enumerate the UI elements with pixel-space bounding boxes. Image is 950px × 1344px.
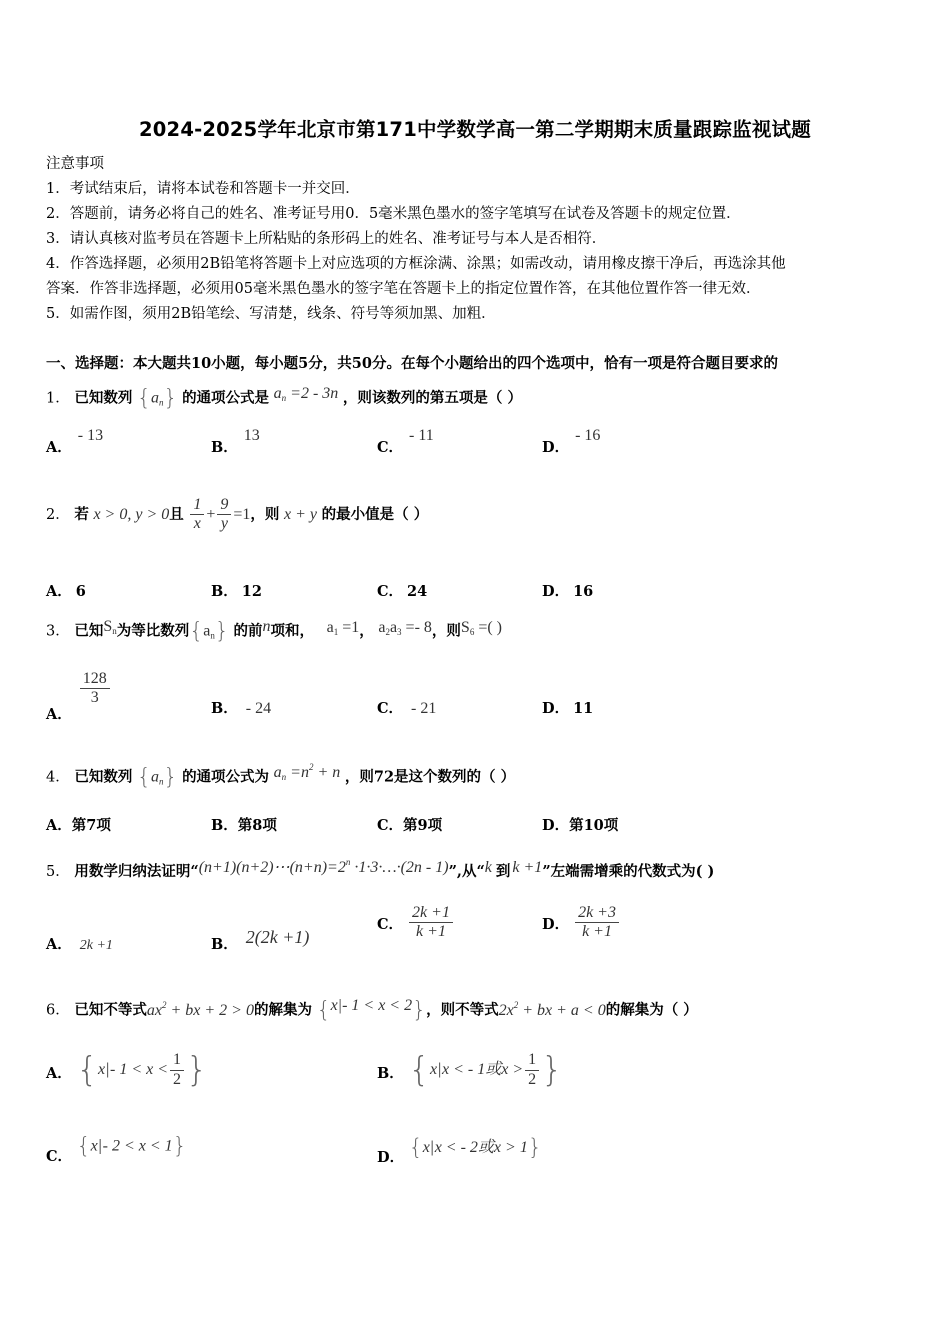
option-value: - 24 [245, 700, 272, 717]
q3-text-5: ， [359, 622, 374, 640]
den: 2 [173, 1070, 182, 1088]
q3-a1 [327, 619, 360, 636]
set-var: x [422, 1139, 430, 1156]
option-value: 2(2k +1) [245, 927, 310, 947]
q5-formula [199, 859, 449, 876]
sup: 2 [513, 999, 519, 1010]
right-brace: } [527, 1135, 542, 1161]
q3-option-c[interactable] [377, 697, 436, 718]
bar: | [429, 1140, 435, 1156]
question-3 [46, 619, 502, 644]
q1-formula: $a_n =2 - 3n$ [273, 384, 339, 403]
q2-text-4: 的最小值是（ ） [321, 505, 429, 523]
q2-option-b[interactable] [211, 580, 262, 601]
option-label: B． [211, 439, 238, 456]
eq: =- 8 [405, 618, 432, 636]
q2-text-1: 若 [74, 505, 89, 523]
note-item-2: 2．答题前，请务必将自己的姓名、准考证号用0．5毫米黑色墨水的签字笔填写在试卷及答题卡的规定位置． [46, 206, 741, 222]
num: 1 [190, 496, 204, 515]
set-cond: x < - 1或x > [442, 1061, 524, 1078]
q2-option-d[interactable] [542, 580, 593, 601]
q1-text-2: 的通项公式是 [182, 389, 270, 407]
question-2 [46, 496, 428, 534]
q3-option-a[interactable] [46, 670, 112, 723]
set-var: x [98, 1061, 106, 1078]
option-value: - 16 [575, 427, 601, 444]
option-label: D． [542, 583, 570, 600]
question-5 [46, 857, 715, 881]
option-label: D． [542, 915, 570, 933]
left-brace: { [408, 1050, 431, 1090]
S: S [460, 618, 470, 636]
option-label: B． [211, 583, 238, 600]
q4-number: 4． [46, 769, 70, 786]
option-label: B． [211, 817, 238, 834]
q6-text-4: 的解集为（ ） [605, 1001, 698, 1019]
q5-opt-c-frac [409, 904, 453, 942]
a1: a [326, 618, 334, 636]
q3-opt-a-frac [80, 670, 110, 708]
eq: =1 [342, 618, 360, 636]
option-label: A． [46, 936, 72, 953]
option-value: 2k +1 [79, 938, 113, 953]
S: S [103, 617, 113, 635]
q5-text-4: ”左端需增乘的代数式为( ) [542, 863, 715, 880]
sub: n [210, 630, 215, 641]
option-label: B． [377, 1065, 404, 1082]
q3-a2a3 [378, 619, 432, 636]
right-brace: } [412, 998, 427, 1023]
q3-text-1: 已知 [74, 622, 104, 640]
note-item-4: 4．作答选择题，必须用2B铅笔将答题卡上对应选项的方框涂满、涂黑；如需改动，请用橡皮擦干净后，再选涂其他 [46, 256, 786, 272]
set-var: x [90, 1137, 98, 1155]
q5-k1: k +1 [512, 859, 543, 876]
notes-heading: 注意事项 [46, 156, 104, 172]
option-label: C． [377, 700, 404, 717]
option-label: D． [542, 817, 570, 834]
option-label: A． [46, 817, 72, 834]
q4-text-2: 的通项公式为 [182, 768, 270, 786]
q1-option-b[interactable] [211, 427, 260, 457]
num: 128 [80, 670, 110, 689]
left-brace: { [76, 1050, 99, 1090]
sup: 2 [161, 999, 167, 1010]
option-value: 16 [573, 583, 594, 600]
option-label: B． [211, 936, 238, 953]
q3-S6 [461, 619, 502, 636]
q3-option-d[interactable] [542, 697, 593, 718]
q1-seq-sub: n [158, 397, 164, 408]
option-value: 第8项 [237, 817, 277, 834]
q6-ineq-1 [146, 999, 254, 1019]
q4-option-a[interactable] [46, 814, 111, 835]
q4-option-d[interactable] [542, 814, 618, 835]
q4-text-3: ，则72是这个数列的（ ） [344, 768, 516, 786]
q5-option-b[interactable] [211, 927, 310, 954]
q6-text-1: 已知不等式 [74, 1001, 147, 1019]
q5-text-1: 用数学归纳法证明“ [74, 863, 199, 880]
question-4 [46, 761, 516, 790]
fb: ·1·3·…·(2n - 1) [350, 859, 449, 876]
left-brace: { [189, 619, 204, 644]
num: 2k +1 [409, 904, 453, 923]
q6-text-3: ，则不等式 [426, 1001, 499, 1019]
i2b: + bx + a < 0 [518, 1001, 606, 1019]
q6-option-c[interactable] [46, 1134, 187, 1165]
sub: 6 [469, 626, 475, 637]
q2-condition: x > 0, y > 0 [93, 505, 170, 523]
fb: + n [313, 763, 341, 781]
bar: | [97, 1138, 103, 1155]
option-value: - 21 [411, 700, 437, 717]
option-value: 13 [243, 427, 260, 444]
option-value: 12 [241, 583, 262, 600]
sub: 2 [385, 626, 390, 637]
q6-option-d[interactable] [377, 1134, 542, 1166]
q6-number: 6． [46, 1002, 70, 1019]
left-brace: { [408, 1135, 423, 1161]
note-item-3: 3．请认真核对监考员在答题卡上所粘贴的条形码上的姓名、准考证号与本人是否相符． [46, 231, 607, 247]
q6-ineq-2 [498, 999, 606, 1019]
num: 1 [525, 1051, 539, 1070]
set-cond: - 2 < x < 1 [102, 1137, 173, 1155]
q1-text-3: ，则该数列的第五项是（ ） [342, 389, 522, 407]
frac [525, 1051, 539, 1089]
a3: a [389, 618, 398, 636]
q6-set-1: x|- 1 < x < 2 [330, 996, 413, 1014]
q2-frac-1 [190, 496, 204, 534]
q3-text-4: 项和， [270, 622, 314, 640]
q1-seq: a [150, 389, 159, 407]
fa: (n+1)(n+2)⋯(n+n)=2 [198, 859, 346, 876]
den: 3 [90, 689, 99, 707]
option-label: D． [542, 700, 570, 717]
q6-option-b[interactable] [377, 1050, 563, 1090]
q3-option-b[interactable] [211, 697, 271, 718]
set-cond: x < - 2或x > 1 [434, 1139, 528, 1156]
left-brace: { [76, 1134, 91, 1159]
option-value: - 11 [409, 427, 434, 444]
i1: ax [146, 1001, 162, 1019]
q6-option-a[interactable] [46, 1050, 208, 1090]
option-label: B． [211, 700, 238, 717]
q2-frac-2 [217, 496, 231, 534]
option-label: C． [377, 439, 404, 456]
i2: 2x [498, 1001, 514, 1019]
q5-text-3: 到 [495, 863, 511, 880]
q4-seq: a [150, 768, 159, 786]
q2-text-2: 且 [169, 505, 184, 523]
num: 1 [170, 1051, 184, 1070]
q3-Sn [103, 618, 116, 635]
q2-number: 2． [46, 506, 70, 523]
q3-a: a [203, 622, 211, 640]
den: 2 [528, 1070, 537, 1088]
option-value: 24 [407, 583, 428, 600]
fa: =n [290, 763, 309, 781]
q2-text-3: ，则 [250, 505, 280, 523]
q5-opt-d-frac [575, 904, 619, 942]
option-value: 11 [573, 700, 594, 717]
plus: + [206, 505, 216, 523]
sub: 1 [333, 626, 339, 637]
a2: a [378, 618, 386, 636]
left-brace: { [136, 765, 151, 790]
option-label: A． [46, 439, 72, 456]
bar: | [105, 1062, 111, 1078]
note-item-1: 1．考试结束后，请将本试卷和答题卡一并交回． [46, 181, 360, 197]
option-value: 第7项 [71, 817, 111, 834]
q2-option-c[interactable] [377, 580, 427, 601]
right-brace: } [214, 619, 229, 644]
option-label: D． [377, 1149, 405, 1166]
set-var: x [430, 1061, 438, 1078]
q6-text-2: 的解集为 [253, 1001, 312, 1019]
den: x [193, 515, 201, 533]
q1-option-c[interactable] [377, 427, 434, 457]
q2-option-a[interactable] [46, 580, 86, 601]
q1-text-1: 已知数列 [74, 389, 133, 407]
option-label: C． [377, 915, 404, 933]
q4-option-c[interactable] [377, 814, 442, 835]
q4-option-b[interactable] [211, 814, 277, 835]
q2-eq: =1 [233, 505, 251, 523]
section-heading: 一、选择题：本大题共10小题，每小题5分，共50分。在每个小题给出的四个选项中，恰有一项是符合题目要求的 [46, 355, 778, 372]
sub: 3 [397, 626, 402, 637]
q3-text-2: 为等比数列 [116, 622, 190, 640]
option-label: C． [46, 1147, 73, 1165]
question-6 [46, 998, 698, 1023]
left-brace: { [136, 386, 151, 411]
right-brace: } [186, 1050, 208, 1090]
den: k +1 [582, 923, 612, 941]
den: y [220, 515, 228, 533]
option-label: A． [46, 705, 72, 723]
page-title: 2024-2025学年北京市第171中学数学高一第二学期期末质量跟踪监视试题 [139, 118, 811, 141]
q5-k: k [484, 859, 492, 876]
q2-expr: x + y [284, 505, 318, 523]
sub: n [158, 776, 164, 787]
q3-text-6: ，则 [431, 622, 461, 640]
q5-option-c[interactable] [377, 904, 455, 942]
q1-option-d[interactable] [542, 427, 601, 457]
sup: 2 [308, 761, 314, 772]
q5-number: 5． [46, 864, 70, 880]
num: 2k +3 [575, 904, 619, 923]
question-1 [46, 386, 522, 411]
q3-number: 3． [46, 623, 70, 640]
q1-option-a[interactable] [46, 427, 104, 457]
option-value: 第10项 [569, 817, 619, 834]
frac [170, 1051, 184, 1089]
set-cond: - 1 < x < [110, 1061, 169, 1078]
left-brace: { [316, 998, 331, 1023]
q5-text-2: ”,从“ [448, 863, 485, 880]
eq: =( ) [478, 618, 502, 636]
option-value: 6 [75, 583, 86, 600]
option-label: D． [542, 439, 570, 456]
right-brace: } [163, 386, 178, 411]
option-label: A． [46, 583, 72, 600]
q3-text-3: 的前 [233, 622, 263, 640]
q4-text-1: 已知数列 [74, 768, 133, 786]
option-label: C． [377, 817, 404, 834]
option-label: C． [377, 583, 404, 600]
right-brace: } [163, 765, 178, 790]
note-item-5: 5．如需作图，须用2B铅笔绘、写清楚，线条、符号等须加黑、加粗． [46, 306, 496, 322]
note-item-4-cont: 答案．作答非选择题，必须用05毫米黑色墨水的签字笔在答题卡上的指定位置作答，在其他位置作答一律无效． [46, 281, 761, 297]
q4-formula: $a_n =n^2 + n$ [273, 761, 341, 782]
right-brace: } [172, 1134, 187, 1159]
den: k +1 [416, 923, 446, 941]
i1b: + bx + 2 > 0 [166, 1001, 254, 1019]
q1-formula-rhs: =2 - 3n [290, 384, 339, 402]
q1-number: 1． [46, 390, 70, 407]
q5-option-d[interactable] [542, 904, 621, 942]
bar: | [437, 1062, 443, 1078]
right-brace: } [541, 1050, 563, 1090]
sub: n [112, 625, 117, 636]
option-value: - 13 [77, 427, 104, 444]
option-label: A． [46, 1065, 72, 1082]
q3-n: n [262, 617, 271, 635]
option-value: 第9项 [403, 817, 443, 834]
q5-option-a[interactable] [46, 933, 113, 954]
sup: n [345, 857, 351, 867]
num: 9 [217, 496, 231, 515]
